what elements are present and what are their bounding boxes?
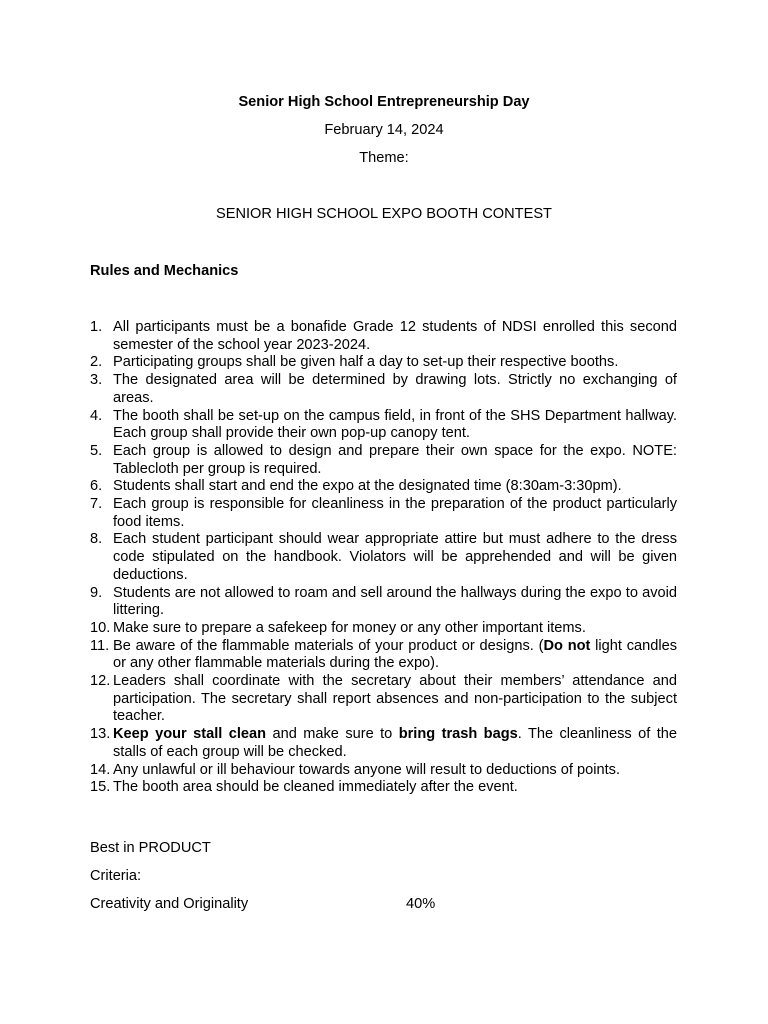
rule-number: 3. (90, 372, 103, 389)
rule-number: 13. (90, 726, 111, 743)
rule-segment: Any unlawful or ill behaviour towards anyone will result to deductions of points. (113, 761, 621, 778)
theme-label: Theme: (359, 150, 409, 166)
rule-text (113, 496, 677, 531)
rule-segment: and make sure to (266, 726, 399, 743)
rule-number: 2. (90, 354, 103, 371)
rule-number: 12. (90, 673, 111, 690)
rule-text (113, 408, 677, 443)
rule-text (113, 443, 677, 478)
rules-heading: Rules and Mechanics (90, 263, 239, 279)
rule-emphasis: Do not (543, 637, 591, 654)
rule-number: 5. (90, 442, 103, 459)
rule-item (90, 620, 677, 638)
best-in-category: Best in PRODUCT (90, 840, 211, 856)
rule-item (90, 372, 677, 407)
rule-segment: All participants must be a bonafide Grade 12 students of NDSI enrolled this second semester of the school year 2023-2024. (113, 319, 677, 353)
rule-item (90, 408, 677, 443)
rule-segment: Participating groups shall be given half a day to set-up their respective booths. (113, 354, 619, 371)
rule-text (113, 673, 677, 726)
rule-segment: Each group is allowed to design and prepare their own space for the expo. NOTE: Tablecloth per group is required. (113, 442, 677, 477)
rule-text (113, 638, 677, 673)
rule-text (113, 726, 677, 761)
rule-item (90, 496, 677, 531)
criterion-row (90, 895, 590, 913)
rule-segment: Students shall start and end the expo at the designated time (8:30am-3:30pm). (113, 478, 622, 495)
criterion-weight: 40% (406, 896, 436, 912)
rule-text (113, 354, 677, 372)
rule-segment: light candles or any other flammable materials during the expo). (113, 637, 678, 672)
rule-text (113, 531, 677, 584)
rule-item (90, 762, 677, 780)
rule-segment: The designated area will be determined by drawing lots. Strictly no exchanging of areas. (113, 372, 677, 406)
rule-text (113, 372, 677, 407)
rule-number: 10. (90, 619, 111, 636)
criterion-name: Creativity and Originality (90, 896, 249, 912)
rule-number: 6. (90, 478, 103, 495)
rule-item (90, 443, 677, 478)
rule-segment: Students are not allowed to roam and sell around the hallways during the expo to avoid littering. (113, 584, 677, 619)
rule-segment: Leaders shall coordinate with the secretary about their members’ attendance and participation. The secretary shall report absences and non-participation to the subject teacher. (113, 673, 677, 725)
rule-number: 7. (90, 496, 103, 513)
contest-title: SENIOR HIGH SCHOOL EXPO BOOTH CONTEST (216, 206, 552, 222)
rule-text (113, 319, 677, 354)
criteria-label: Criteria: (90, 868, 142, 884)
rule-text (113, 585, 677, 620)
rule-item (90, 779, 677, 797)
rule-number: 15. (90, 779, 111, 796)
rule-segment: The booth shall be set-up on the campus field, in front of the SHS Department hallway. Each group shall provide their own pop-up canopy tent. (113, 407, 677, 442)
rule-number: 14. (90, 761, 111, 778)
rule-item (90, 478, 677, 496)
rule-number: 1. (90, 319, 103, 335)
rule-number: 11. (90, 637, 110, 654)
rule-segment: . The cleanliness of the stalls of each group will be checked. (113, 726, 677, 760)
rule-item (90, 354, 677, 372)
rule-text (113, 762, 677, 780)
rule-text (113, 620, 677, 638)
rule-number: 9. (90, 584, 103, 601)
document-title: Senior High School Entrepreneurship Day (238, 94, 530, 110)
rule-text (113, 478, 677, 496)
rule-emphasis: bring trash bags (398, 726, 518, 743)
rule-item (90, 531, 677, 584)
rules-list (90, 319, 677, 797)
rule-item (90, 673, 677, 726)
rule-item (90, 319, 677, 354)
rule-number: 4. (90, 407, 103, 424)
rule-number: 8. (90, 531, 103, 548)
rule-item (90, 726, 677, 761)
rule-segment: The booth area should be cleaned immediately after the event. (113, 779, 518, 796)
rule-segment: Each group is responsible for cleanliness in the preparation of the product particularly food items. (113, 496, 677, 530)
event-date: February 14, 2024 (324, 122, 444, 138)
rule-emphasis: Keep your stall clean (113, 726, 267, 743)
rule-text (113, 779, 677, 797)
rule-segment: Each student participant should wear appropriate attire but must adhere to the dress code stipulated on the handbook. Violators will be apprehended and will be given deductions. (113, 531, 677, 583)
rule-item (90, 638, 677, 673)
rule-segment: Make sure to prepare a safekeep for money or any other important items. (113, 619, 586, 636)
rule-segment: Be aware of the flammable materials of your product or designs. ( (113, 637, 544, 654)
rule-item (90, 585, 677, 620)
